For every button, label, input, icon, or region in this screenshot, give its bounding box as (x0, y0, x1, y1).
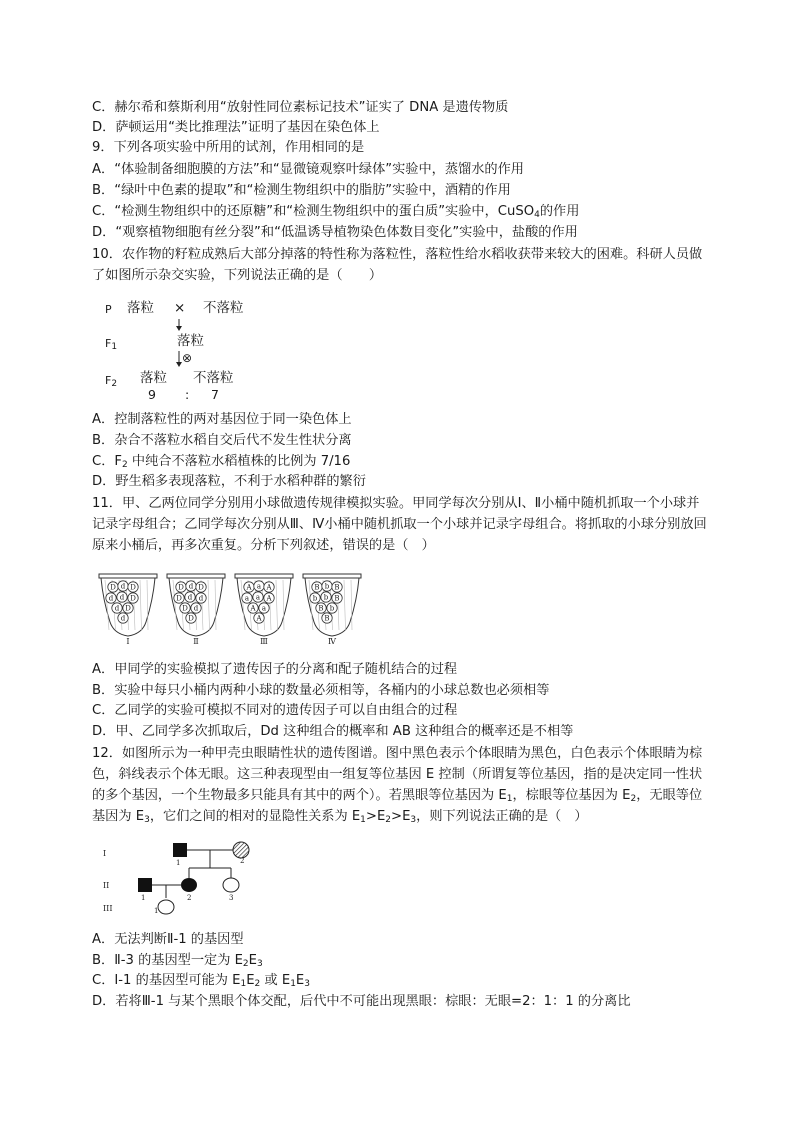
ball-letter: B (334, 583, 340, 592)
ball-letter: D (125, 604, 131, 613)
q11-option-c: C．乙同学的实验可模拟不同对的遗传因子可以自由组合的过程 (92, 703, 458, 718)
pedigree-svg (100, 838, 270, 920)
p-generation-label: P (105, 303, 112, 316)
ball-letter: B (324, 614, 330, 623)
ratio-left: 9 (148, 387, 156, 402)
ratio-right: 7 (211, 387, 219, 402)
i2-hatched-female (233, 842, 249, 858)
ball-letter: A (250, 604, 256, 613)
ball-letter: D (110, 583, 116, 592)
q10-cross-diagram (100, 298, 300, 403)
ball-letter: d (188, 582, 194, 591)
gen-i-label: I (103, 849, 107, 858)
ball-letter: d (198, 594, 204, 603)
q9-option-a: A．“体验制备细胞膜的方法”和“显微镜观察叶绿体”实验中，蒸馏水的作用 (92, 162, 524, 177)
ii3-unaffected-female (223, 878, 239, 892)
ball-letter: D (188, 614, 194, 623)
q11-buckets-figure (96, 572, 376, 646)
bucket-4 (303, 574, 361, 646)
q12-pedigree (100, 838, 270, 920)
ball-letter: A (266, 583, 272, 592)
bucket-label: Ⅲ (260, 637, 268, 646)
iii1-unaffected-female (158, 900, 174, 914)
ii2-number: 2 (187, 894, 192, 902)
ii2-affected-female (181, 878, 197, 892)
iii1-number: 1 (154, 907, 159, 915)
selfing-icon: ⊗ (182, 351, 193, 365)
ball-letter: D (178, 583, 184, 592)
ball-letter: B (314, 583, 320, 592)
i2-number: 2 (240, 857, 245, 865)
q12-option-c: C．Ⅰ-1 的基因型可能为 $E_1E_2$ 或 $E_1E_3$ (92, 973, 310, 989)
bucket-2 (167, 574, 225, 646)
bucket-label: Ⅳ (328, 637, 336, 646)
q8-option-c: C．赫尔希和蔡斯利用“放射性同位素标记技术”证实了 DNA 是遗传物质 (92, 100, 509, 115)
ball-letter: d (114, 604, 120, 613)
ball-letter: D (176, 594, 182, 603)
ball-letter: d (120, 614, 126, 623)
ball-letter: a (244, 594, 250, 603)
ball-letter: a (256, 582, 262, 591)
bucket-1 (99, 574, 157, 646)
q12-option-d: D．若将Ⅲ-1 与某个黑眼个体交配，后代中不可能出现黑眼：棕眼：无眼=2：1：1 的分离比 (92, 994, 631, 1009)
q12-option-b: B．Ⅱ-3 的基因型一定为 $E_2E_3$ (92, 953, 263, 969)
bucket-3 (235, 574, 293, 646)
f2-generation-label: $F_2$ (105, 374, 118, 389)
q10-option-a: A．控制落粒性的两对基因位于同一染色体上 (92, 412, 352, 427)
f1-generation-label: $F_1$ (105, 337, 118, 352)
bucket-rim (235, 574, 293, 578)
ball-letter: D (130, 583, 136, 592)
gen-iii-label: III (103, 904, 113, 913)
q8-option-d: D．萨顿运用“类比推理法”证明了基因在染色体上 (92, 120, 380, 135)
i1-affected-male (173, 843, 187, 857)
p-left-phenotype: 落粒 (127, 300, 154, 316)
ball-letter: d (187, 593, 193, 602)
ball-letter: b (329, 604, 335, 613)
q12-option-a: A．无法判断Ⅱ-1 的基因型 (92, 932, 244, 947)
ball-letter: b (323, 593, 329, 602)
cross-sign: × (174, 300, 186, 316)
q11-option-b: B．实验中每只小桶内两种小球的数量必须相等，各桶内的小球总数也必须相等 (92, 683, 550, 698)
q9-stem: 9．下列各项实验中所用的试剂，作用相同的是 (92, 140, 365, 155)
q9-option-c: C．“检测生物组织中的还原糖”和“检测生物组织中的蛋白质”实验中，CuSO$_4$的作用 (92, 204, 580, 220)
ball-letter: a (261, 604, 267, 613)
gen-ii-label: II (103, 881, 110, 890)
q10-stem: 10．农作物的籽粒成熟后大部分掉落的特性称为落粒性，落粒性给水稻收获带来较大的困难。科研人员做了如图所示杂交实验，下列说法正确的是（ ） (92, 247, 703, 283)
ball-letter: b (324, 582, 330, 591)
ball-letter: d (193, 604, 199, 613)
bucket-label: Ⅰ (126, 637, 130, 646)
ii1-affected-male (138, 878, 152, 892)
ball-letter: a (255, 593, 261, 602)
ball-letter: D (130, 594, 136, 603)
ratio-separator: : (185, 387, 190, 402)
q12-stem: 12．如图所示为一种甲壳虫眼睛性状的遗传图谱。图中黑色表示个体眼睛为黑色，白色表示个体眼睛为棕色，斜线表示个体无眼。这三种表现型由一组复等位基因 E 控制（所谓复等位基因，指的是决定同一性状的多个基因，一个生物最多只能具有其中的两个）。若黑眼等位基因为 $E_1$，棕眼等位基因为 $E_2$，无眼等位基因为 $E_3$，它们之间的相对的显隐性关系为 $E_1>E_2>E_3$，则下列说法正确的是（ ） (92, 746, 703, 825)
f1-phenotype: 落粒 (177, 333, 204, 349)
ball-letter: B (334, 594, 340, 603)
bucket-rim (167, 574, 225, 578)
q11-option-d: D．甲、乙同学多次抓取后，Dd 这种组合的概率和 AB 这种组合的概率还是不相等 (92, 724, 574, 739)
q9-option-d: D．“观察植物细胞有丝分裂”和“低温诱导植物染色体数目变化”实验中，盐酸的作用 (92, 225, 578, 240)
ball-letter: A (246, 583, 252, 592)
bucket-label: Ⅱ (193, 637, 199, 646)
q9-option-b: B．“绿叶中色素的提取”和“检测生物组织中的脂肪”实验中，酒精的作用 (92, 183, 511, 198)
buckets-svg (96, 572, 376, 646)
ball-letter: d (119, 593, 125, 602)
p-right-phenotype: 不落粒 (203, 300, 244, 316)
bucket-rim (303, 574, 361, 578)
ball-letter: B (318, 604, 324, 613)
arrowhead-f1-icon (176, 326, 182, 331)
ball-letter: A (266, 594, 272, 603)
ball-letter: A (256, 614, 262, 623)
ball-letter: d (120, 582, 126, 591)
cross-arrows (100, 298, 300, 403)
f2-right-phenotype: 不落粒 (193, 370, 234, 386)
q11-stem: 11．甲、乙两位同学分别用小球做遗传规律模拟实验。甲同学每次分别从Ⅰ、Ⅱ小桶中随机抓取一个小球并记录字母组合；乙同学每次分别从Ⅲ、Ⅳ小桶中随机抓取一个小球并记录字母组合。将抓取的小球分别放回原来小桶后，再多次重复。分析下列叙述，错误的是（ ） (92, 496, 707, 553)
ball-letter: D (198, 583, 204, 592)
ball-letter: b (312, 594, 318, 603)
bucket-rim (99, 574, 157, 578)
q10-option-c: C．$F_2$ 中纯合不落粒水稻植株的比例为 7/16 (92, 454, 351, 470)
q11-option-a: A．甲同学的实验模拟了遗传因子的分离和配子随机结合的过程 (92, 662, 458, 677)
q10-option-b: B．杂合不落粒水稻自交后代不发生性状分离 (92, 433, 352, 448)
i1-number: 1 (176, 859, 181, 867)
ii1-number: 1 (141, 894, 146, 902)
ii3-number: 3 (229, 894, 234, 902)
f2-left-phenotype: 落粒 (140, 370, 167, 386)
ball-letter: D (182, 604, 188, 613)
q10-option-d: D．野生稻多表现落粒，不利于水稻种群的繁衍 (92, 474, 366, 489)
ball-letter: d (108, 594, 114, 603)
